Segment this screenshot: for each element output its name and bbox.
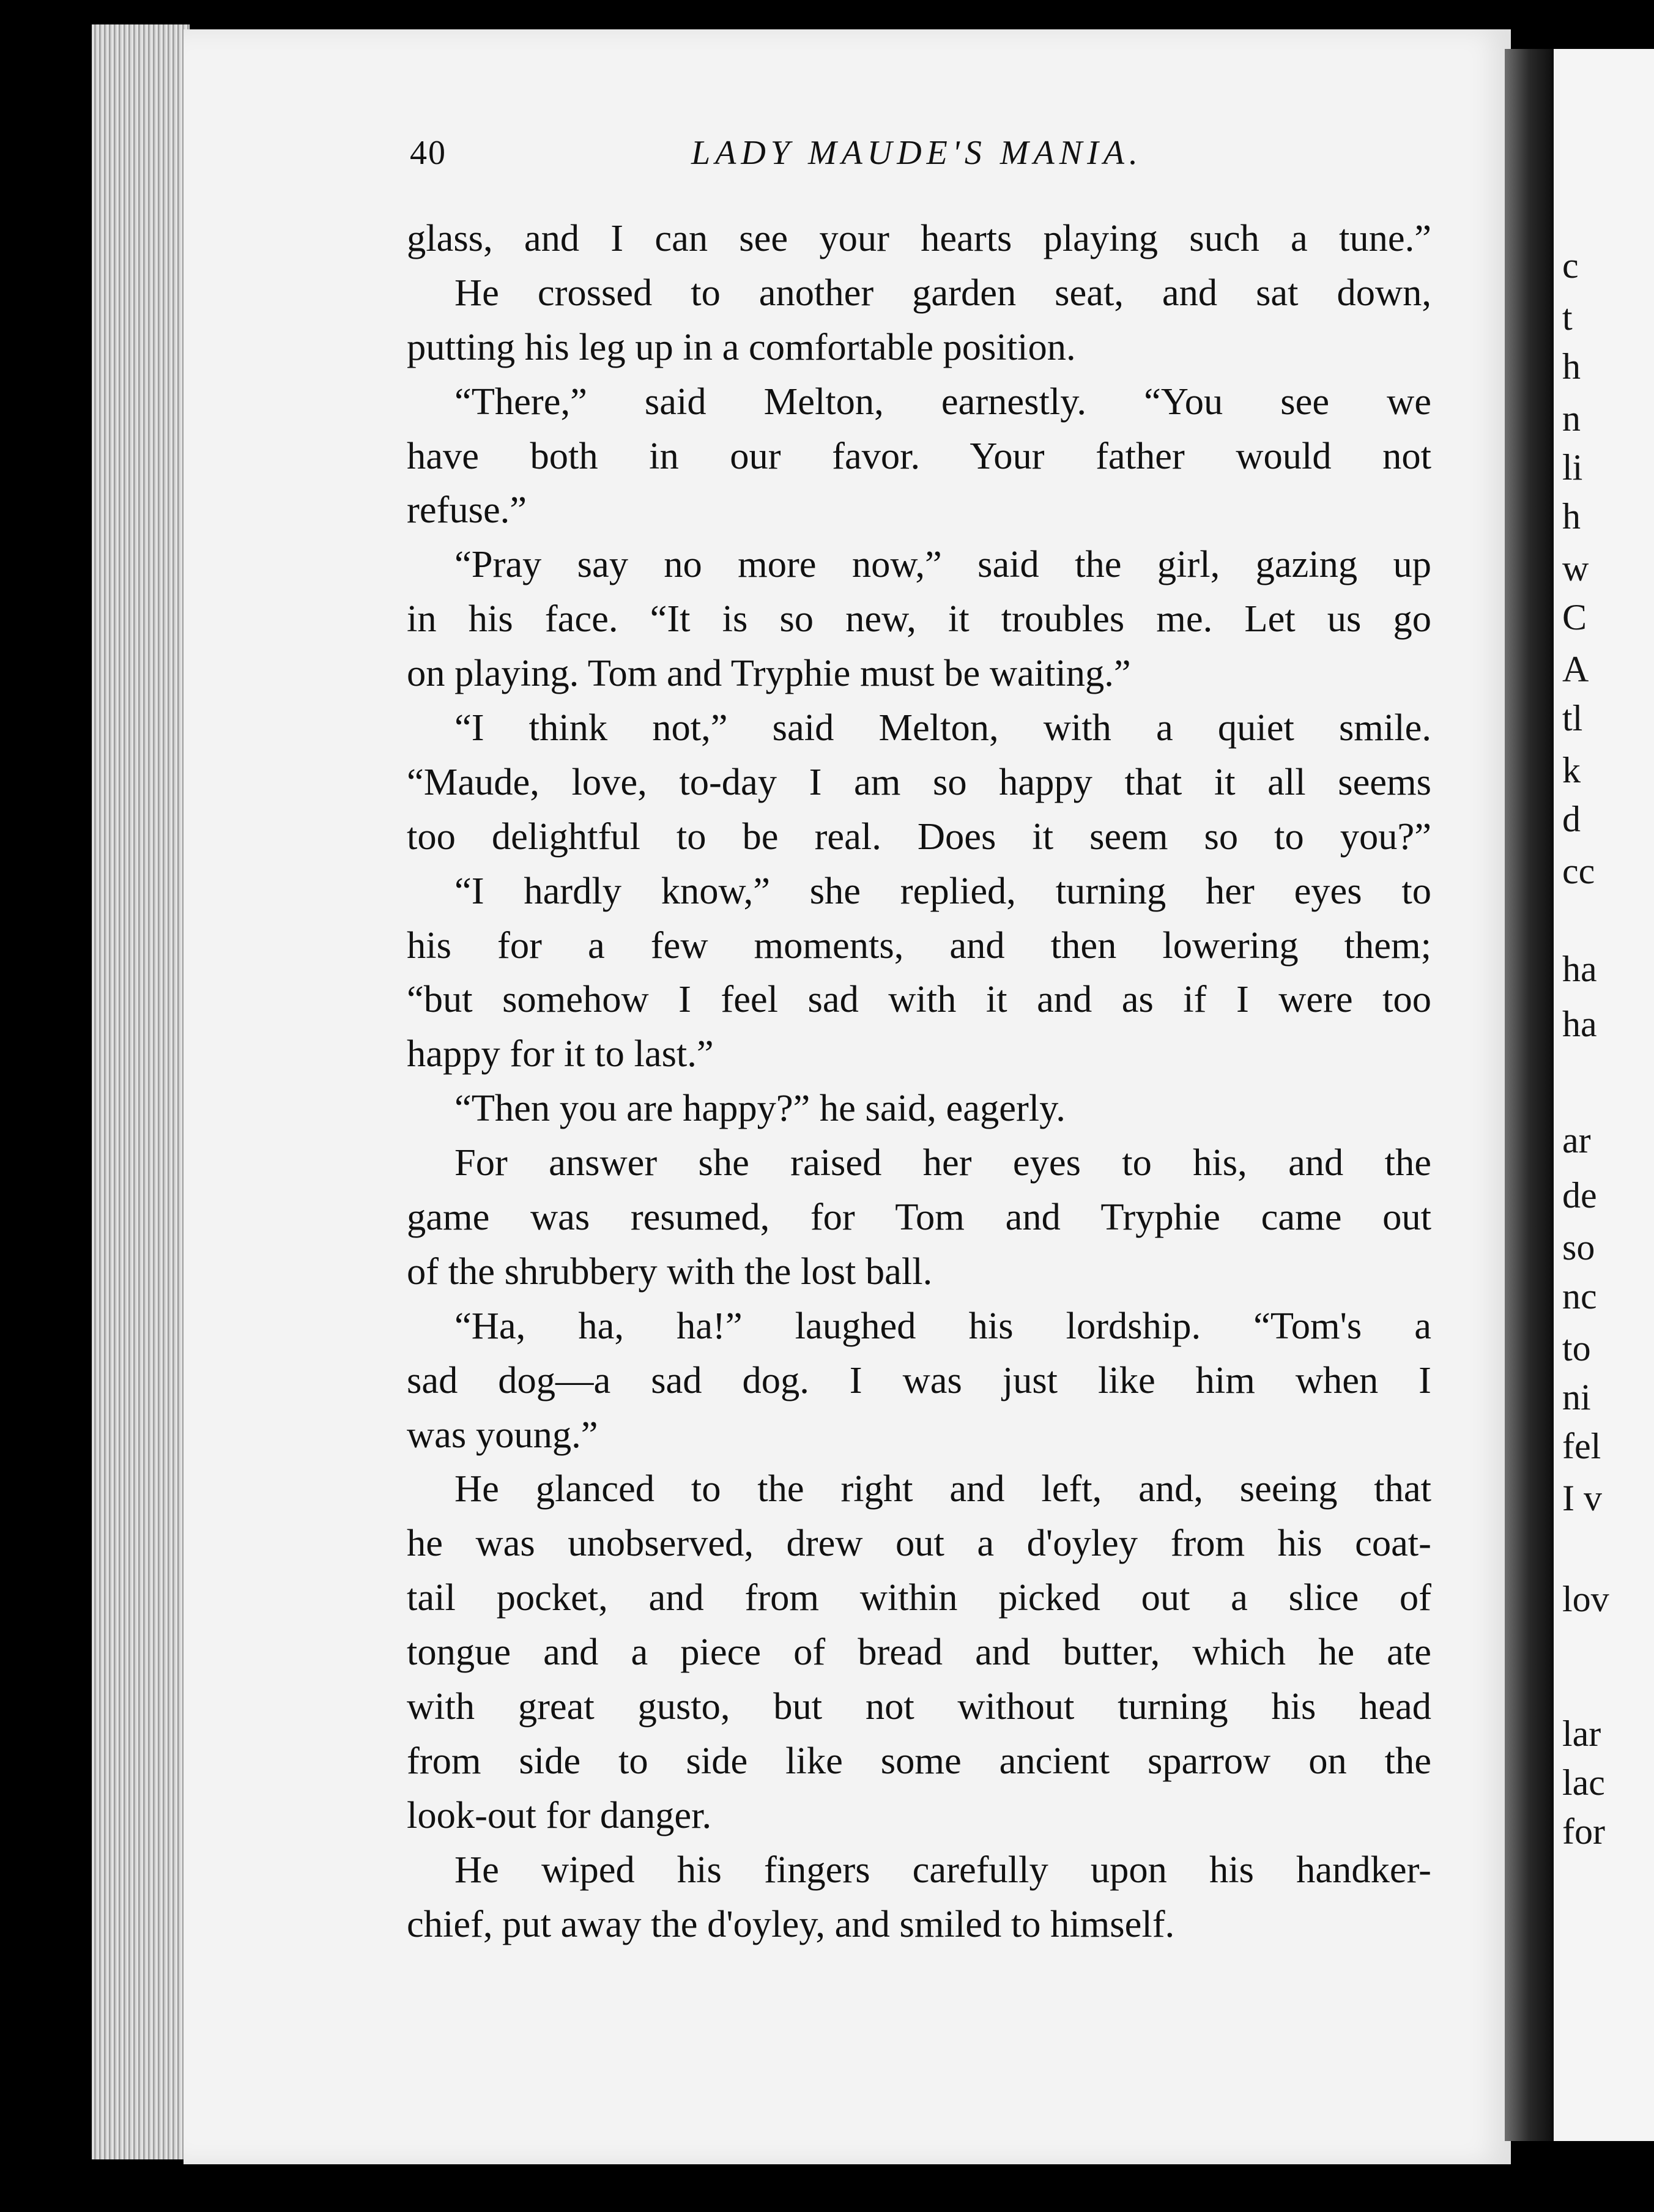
text-line: look-out for danger. xyxy=(407,1793,712,1836)
facing-page-fragment: C xyxy=(1562,597,1587,637)
text-line: tail pocket, and from within picked out a slice of xyxy=(407,1576,1431,1619)
text-line: of the shrubbery with the lost ball. xyxy=(407,1249,933,1293)
text-line: sad dog—a sad dog. I was just like him when I xyxy=(407,1358,1431,1401)
facing-page-fragment: lar xyxy=(1562,1713,1601,1754)
facing-page-fragment: c xyxy=(1562,245,1579,286)
facing-page-fragment: k xyxy=(1562,750,1581,790)
text-line: on playing. Tom and Tryphie must be waiting.” xyxy=(407,651,1131,695)
facing-page-fragment: w xyxy=(1562,548,1589,588)
text-line: “I hardly know,” she replied, turning her eyes to xyxy=(454,869,1431,912)
page-edges xyxy=(92,24,190,2159)
text-line: For answer she raised her eyes to his, and the xyxy=(454,1141,1431,1184)
text-line: tongue and a piece of bread and butter, which he ate xyxy=(407,1630,1431,1674)
text-line: too delightful to be real. Does it seem so to you?” xyxy=(407,814,1431,858)
facing-page-fragment: lac xyxy=(1562,1762,1605,1803)
text-line: he was unobserved, drew out a d'oyley from his coat- xyxy=(407,1521,1431,1565)
facing-page-fragment: d xyxy=(1562,799,1581,839)
text-line: He glanced to the right and left, and, seeing that xyxy=(454,1467,1431,1510)
text-line: chief, put away the d'oyley, and smiled to himself. xyxy=(407,1902,1175,1945)
book-gutter xyxy=(1505,49,1554,2141)
facing-page-fragment: I v xyxy=(1562,1478,1602,1518)
facing-page-fragment: h xyxy=(1562,496,1581,536)
text-line: “Then you are happy?” he said, eagerly. xyxy=(454,1086,1066,1130)
facing-page-fragment: A xyxy=(1562,649,1589,689)
text-line: He crossed to another garden seat, and sat down, xyxy=(454,270,1431,314)
body-text xyxy=(407,211,1431,1951)
facing-page-fragment: n xyxy=(1562,398,1581,439)
facing-page-fragment: ni xyxy=(1562,1377,1591,1417)
running-title: LADY MAUDE'S MANIA. xyxy=(691,134,1143,172)
facing-page-fragment: fel xyxy=(1562,1426,1601,1466)
text-line: happy for it to last.” xyxy=(407,1032,714,1075)
facing-page-fragment: tl xyxy=(1562,698,1583,738)
text-line: “but somehow I feel sad with it and as if I were too xyxy=(407,978,1431,1021)
text-line: He wiped his fingers carefully upon his handker- xyxy=(454,1847,1431,1891)
text-line: putting his leg up in a comfortable position. xyxy=(407,325,1076,368)
facing-page-fragment: to xyxy=(1562,1328,1591,1368)
facing-page-fragment: ar xyxy=(1562,1120,1591,1160)
facing-page-fragment: lov xyxy=(1562,1579,1609,1619)
text-line: his for a few moments, and then lowering them; xyxy=(407,923,1431,967)
facing-page-fragment: so xyxy=(1562,1227,1595,1267)
text-line: “Pray say no more now,” said the girl, gazing up xyxy=(454,543,1431,586)
text-line: have both in our favor. Your father would not xyxy=(407,434,1431,477)
page-number: 40 xyxy=(410,134,447,172)
text-line: in his face. “It is so new, it troubles me. Let us go xyxy=(407,597,1431,640)
text-line: “Maude, love, to-day I am so happy that it all seems xyxy=(407,760,1431,803)
text-line: was young.” xyxy=(407,1412,598,1456)
facing-page-fragment: ha xyxy=(1562,949,1597,989)
text-line: “There,” said Melton, earnestly. “You see we xyxy=(454,379,1431,423)
facing-page-fragment: t xyxy=(1562,297,1573,338)
facing-page-fragment: for xyxy=(1562,1811,1605,1852)
facing-page-fragment: nc xyxy=(1562,1276,1597,1316)
facing-page-fragment: ha xyxy=(1562,1004,1597,1044)
text-line: from side to side like some ancient sparrow on the xyxy=(407,1739,1431,1782)
text-line: glass, and I can see your hearts playing such a tune.” xyxy=(407,217,1431,259)
running-head xyxy=(410,133,1486,188)
facing-page-fragment: cc xyxy=(1562,851,1595,891)
text-line: “I think not,” said Melton, with a quiet smile. xyxy=(454,706,1431,749)
facing-page-fragment: de xyxy=(1562,1175,1597,1215)
facing-page-fragment: h xyxy=(1562,346,1581,387)
text-line: refuse.” xyxy=(407,488,527,532)
facing-page-fragment: li xyxy=(1562,447,1583,488)
text-line: “Ha, ha, ha!” laughed his lordship. “Tom's a xyxy=(454,1304,1431,1347)
text-line: game was resumed, for Tom and Tryphie came out xyxy=(407,1195,1431,1239)
facing-page-edge xyxy=(1554,49,1654,2141)
text-line: with great gusto, but not without turning his head xyxy=(407,1685,1431,1728)
